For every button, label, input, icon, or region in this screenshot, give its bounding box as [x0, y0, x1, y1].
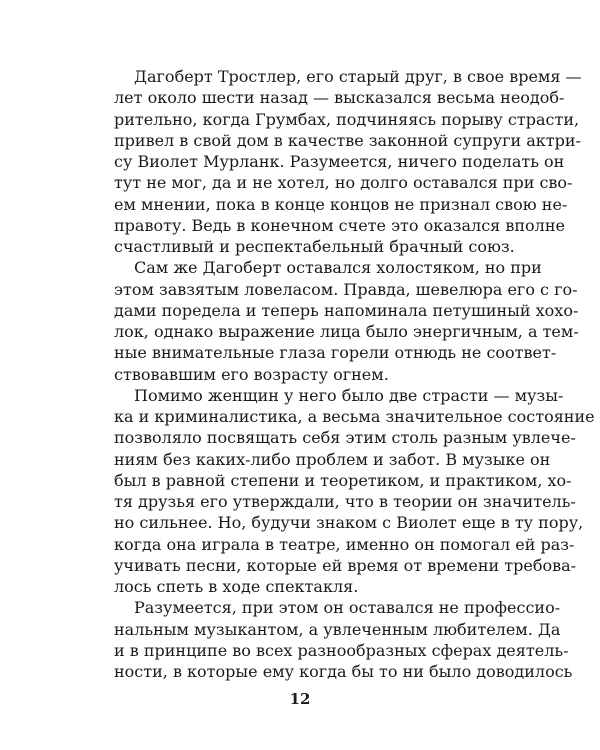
text-line: лось спеть в ходе спектакля.	[114, 577, 359, 596]
text-line: учивать песни, которые ей время от времени требова-	[114, 555, 577, 575]
text-line: ные внимательные глаза горели отнюдь не соответ-	[114, 343, 557, 363]
text-line: Помимо женщин у него было две страсти — музы-	[134, 385, 564, 405]
text-line: лок, однако выражение лица было энергичным, а тем-	[114, 322, 579, 341]
text-line: лет около шести назад — высказался весьма неодоб-	[114, 88, 565, 108]
page-number: 12	[289, 690, 311, 708]
text-line: этом завзятым ловеласом. Правда, шевелюра его с го-	[114, 279, 578, 299]
text-line: Разумеется, при этом он оставался не профессио-	[134, 598, 561, 618]
text-line: позволяло посвящать себя этим столь разным увлече-	[114, 428, 576, 448]
text-line: Сам же Дагоберт оставался холостяком, но при	[134, 258, 542, 278]
text-line: и в принципе во всех разнообразных сферах деятель-	[114, 640, 569, 660]
text-line: Дагоберт Тростлер, его старый друг, в свое время —	[134, 67, 582, 86]
text-line: привел в свой дом в качестве законной супруги актри-	[114, 130, 581, 150]
text-line: тут не мог, да и не хотел, но долго оставался при сво-	[114, 173, 573, 193]
text-line: счастливый и респектабельный брачный союз.	[114, 237, 515, 256]
text-line: рительно, когда Грумбах, подчиняясь порыву страсти,	[114, 109, 580, 129]
text-line: нальным музыкантом, а увлеченным любителем. Да	[114, 619, 561, 639]
text-line: ствовавшим его возрасту огнем.	[114, 364, 389, 384]
text-line: дами поредела и теперь напоминала петушиный хохо-	[114, 300, 579, 320]
text-line: когда она играла в театре, именно он помогал ей раз-	[114, 534, 575, 554]
text-line: правоту. Ведь в конечном счете это оказался вполне	[114, 215, 565, 235]
text-line: был в равной степени и теоретиком, и практиком, хо-	[114, 470, 572, 490]
text-line: ем мнении, пока в конце концов не признал свою не-	[114, 194, 568, 214]
text-line: су Виолет Мурланк. Разумеется, ничего поделать он	[114, 152, 565, 171]
text-line: но сильнее. Но, будучи знаком с Виолет еще в ту пору,	[114, 513, 584, 533]
text-line: ка и криминалистика, а весьма значительное состояние	[114, 407, 595, 426]
text-line: тя друзья его утверждали, что в теории он значитель-	[114, 492, 576, 511]
text-line: ниям без каких-либо проблем и забот. В музыке он	[114, 449, 551, 469]
text-line: ности, в которые ему когда бы то ни было доводилось	[114, 662, 573, 681]
